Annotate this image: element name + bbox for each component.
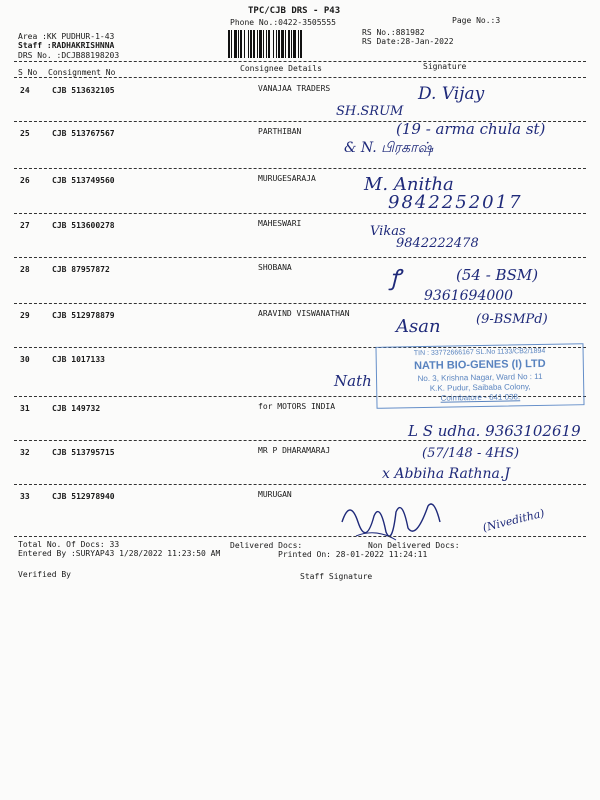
staff-signature: Staff Signature [300,572,373,581]
handwriting-r27a: Vikas [370,224,406,239]
barcode-icon [228,30,352,58]
company-stamp [375,343,584,409]
row-consignee-name: ARAVIND VISWANATHAN [258,309,350,318]
row-s-no: 24 [20,86,30,95]
row-divider [14,440,586,441]
handwriting-r29b: (9-BSMPd) [476,312,548,327]
entered-by: Entered By :SURYAP43 1/28/2022 11:23:50 AM [18,549,221,558]
row-s-no: 25 [20,129,30,138]
column-s-no: S No [18,68,38,77]
row-s-no: 31 [20,404,30,413]
row-consignment-no: CJB 512978879 [52,311,115,320]
row-s-no: 28 [20,265,30,274]
non-delivered-docs: Non Delivered Docs: [368,541,460,550]
handwriting-r27b: 9842222478 [396,236,479,251]
row-s-no: 33 [20,492,30,501]
rs-date: RS Date:28-Jan-2022 [362,37,454,46]
handwriting-r28a: (54 - BSM) [456,266,539,284]
drs-number: DRS No. :DCJB88198203 [18,51,120,60]
row-divider [14,257,586,258]
handwriting-r33: (Niveditha) [481,506,546,535]
phone-number: Phone No.:0422-3505555 [230,18,336,27]
row-consignment-no: CJB 512978940 [52,492,115,501]
row-divider [14,213,586,214]
stamp-address-line2: K.K. Pudur, Saibaba Colony, [429,382,531,393]
row-consignee-name: for MOTORS INDIA [258,402,336,411]
handwriting-r26b: 9842252017 [388,192,523,213]
row-consignee-name: MAHESWARI [258,219,302,228]
footer-divider [14,536,586,537]
handwriting-r32b: x Abbiha Rathna.J [382,466,510,482]
column-consignment-no: Consignment No [48,68,116,77]
row-consignment-no: CJB 513795715 [52,448,115,457]
row-consignee-name: PARTHIBAN [258,127,302,136]
row-consignee-name: VANAJAA TRADERS [258,84,331,93]
row-consignee-name: SHOBANA [258,263,292,272]
handwriting-r25b: & N. பிரகாஷ் [344,140,434,156]
header-divider-bottom [14,77,586,78]
row-consignee-name: MURUGAN [258,490,292,499]
handwriting-r32a: (57/148 - 4HS) [422,446,520,461]
verified-by: Verified By [18,570,71,579]
scribble-r28: ꝭ [390,266,401,291]
handwriting-r30: Nath [334,372,372,390]
row-consignee-name: MURUGESARAJA [258,174,316,183]
handwriting-r31: L S udha. 9363102619 [408,422,581,440]
stamp-address-line1: No. 3, Krishna Nagar, Ward No : 11 [417,371,543,384]
area-field: Area :KK PUDHUR-1-43 [18,32,115,41]
row-consignment-no: CJB 149732 [52,404,101,413]
handwriting-r24a: SH.SRUM [336,104,404,119]
column-signature: Signature [423,62,467,71]
row-consignment-no: CJB 513632105 [52,86,115,95]
row-s-no: 26 [20,176,30,185]
row-consignment-no: CJB 513767567 [52,129,115,138]
handwriting-r29a: Asan [396,316,441,337]
handwriting-r25a: (19 - arma chula st) [396,120,546,138]
row-s-no: 32 [20,448,30,457]
stamp-address-line3: Coimbatore - 641 038. [440,392,521,403]
row-s-no: 27 [20,221,30,230]
row-consignment-no: CJB 513600278 [52,221,115,230]
delivered-docs: Delivered Docs: [230,541,303,550]
row-s-no: 30 [20,355,30,364]
row-divider [14,484,586,485]
page-number: Page No.:3 [452,16,501,25]
header-divider-top [14,61,586,62]
document-title: TPC/CJB DRS - P43 [248,6,341,16]
column-consignee-details: Consignee Details [240,64,322,73]
row-consignment-no: CJB 87957872 [52,265,110,274]
total-docs: Total No. Of Docs: 33 [18,540,120,549]
row-consignment-no: CJB 513749560 [52,176,115,185]
staff-field: Staff :RADHAKRISHNNA [18,41,115,50]
handwriting-r28b: 9361694000 [424,288,514,304]
handwriting-r24b: D. Vijay [418,84,485,104]
row-consignee-name: MR P DHARAMARAJ [258,446,331,455]
rs-number: RS No.:881982 [362,28,425,37]
row-s-no: 29 [20,311,30,320]
stamp-company-name: NATH BIO-GENES (I) LTD [413,357,546,373]
row-consignment-no: CJB 1017133 [52,355,105,364]
printed-on: Printed On: 28-01-2022 11:24:11 [278,550,428,559]
stamp-registration: TIN : 33772666167 SL.No 1133/CB2/1894 [413,347,546,358]
row-divider [14,168,586,169]
handwriting-r26a: M. Anitha [364,174,454,195]
